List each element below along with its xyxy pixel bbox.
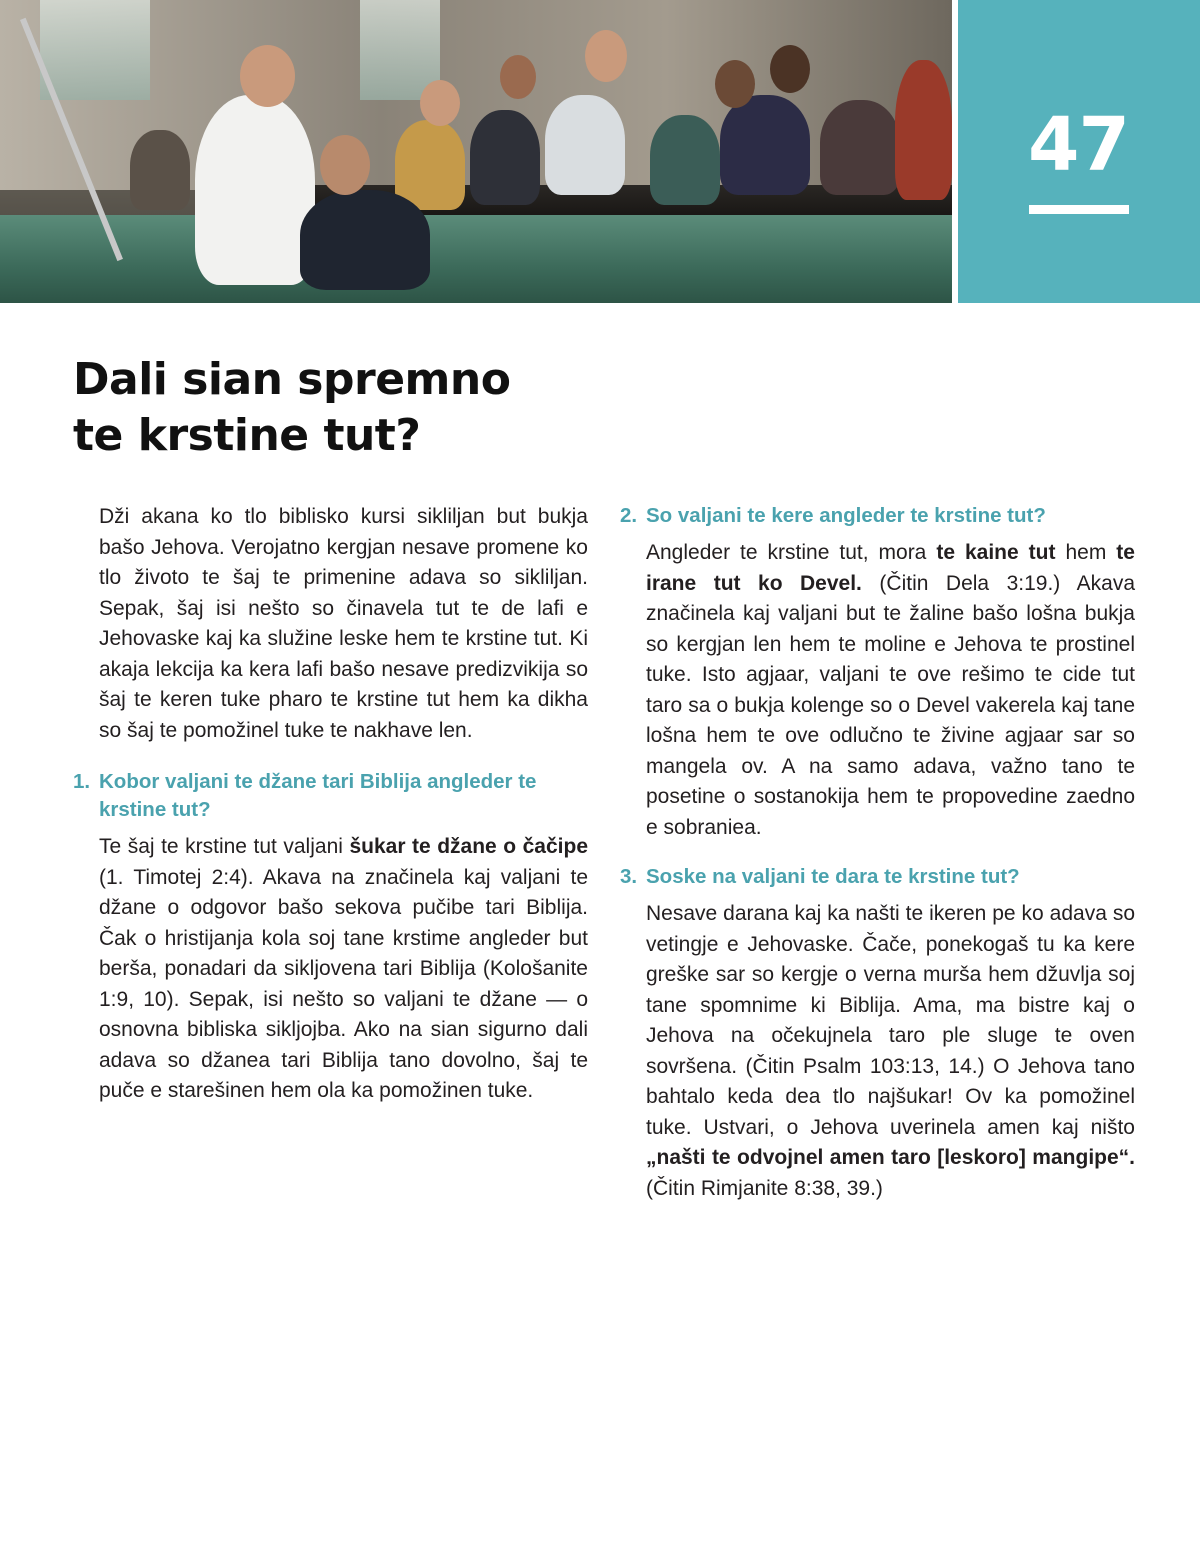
question-number: 3. (620, 865, 638, 888)
baptism-photo (0, 0, 952, 303)
photo-person (895, 60, 952, 200)
photo-person (470, 110, 540, 205)
question-text: Soske na valjani te dara te krstine tut? (646, 865, 1020, 888)
page-title-line-1: Dali sian spremno (73, 354, 511, 405)
photo-baptizer (195, 95, 315, 285)
photo-person (130, 130, 190, 210)
question-heading (73, 768, 588, 824)
section-paragraph (646, 899, 1135, 1204)
photo-water (0, 215, 952, 303)
question-number: 2. (620, 504, 638, 527)
paragraph-text: hem (1055, 541, 1117, 564)
paragraph-text: (Čitin Dela 3:19.) Akava značinela kaj valjani but te žaline bašo lošna bukja so kergjan len hem te moline e Jehova te prostinel tuke. Isto agjaar, valjani te ove rešimo te cide tut taro sa o bukja kolenge so o Devel vakerela kaj tane lošna hem te ove odlučno te živine agjaar sar so mangela ov. A na samo adava, važno tano te posetine o sostanokija hem te propovedine zaedno e sobraniea. (646, 571, 1136, 839)
intro-paragraph: Dži akana ko tlo biblisko kursi sikliljan but bukja bašo Jehova. Verojatno kergjan nesave promene ko tlo životo te šaj te primenine adava so sikliljan. Sepak, šaj isi nešto so činavela tut te de lafi e Jehovaske kaj ka služine leske hem te krstine tut. Ki akaja lekcija ka kera lafi bašo nesave predizvikija so šaj te keren tuke pharo te krstine tut hem ka dikha so šaj te pomožinel tuke te nakhave len. (99, 505, 588, 742)
photo-face (500, 55, 536, 99)
question-text: So valjani te kere angleder te krstine tut? (646, 504, 1046, 527)
question-heading (620, 863, 1135, 891)
paragraph-text: Te šaj te krstine tut valjani (99, 835, 350, 858)
question-heading (620, 502, 1135, 530)
left-column (73, 502, 588, 1107)
lesson-number-tab (958, 0, 1200, 303)
paragraph-text: (Čitin Rimjanite 8:38, 39.) (646, 1176, 883, 1200)
paragraph-text: Angleder te krstine tut, mora (646, 541, 937, 564)
photo-window (40, 0, 150, 100)
photo-face (715, 60, 755, 108)
photo-person (395, 120, 465, 210)
photo-face (585, 30, 627, 82)
photo-face (770, 45, 810, 93)
emphasis-text: „našti te odvojnel amen taro [leskoro] mangipe“. (646, 1146, 1135, 1169)
photo-face (320, 135, 370, 195)
paragraph-text: Nesave darana kaj ka našti te ikeren pe ko adava so vetingje e Jehovaske. Čače, ponekogaš tu ka kere greške sar so kergje o verna murša hem džuvlja soj tane spomnime ki Biblija. Ama, ma bistre kaj o Jehova na očekujnela taro ple sluge te oven sovršena. (Čitin Psalm 103:13, 14.) O Jehova tano bahtalo keda dea tlo najšukar! Ov ka pomožinel tuke. Ustvari, o Jehova uverinela amen kaj ništo (646, 902, 1135, 1139)
emphasis-text: te kaine tut (936, 541, 1056, 564)
photo-face (420, 80, 460, 126)
question-number: 1. (73, 770, 91, 793)
question-text: Kobor valjani te džane tari Biblija angleder te krstine tut? (99, 770, 537, 821)
photo-person (820, 100, 900, 195)
section-paragraph (646, 538, 1135, 843)
lesson-number: 47 (1028, 102, 1129, 188)
photo-person (650, 115, 720, 205)
photo-person (545, 95, 625, 195)
emphasis-text: šukar te džane o čačipe (349, 835, 588, 858)
emphasis-text: te irane tut ko Devel. (646, 541, 1135, 595)
right-column (620, 502, 1135, 1204)
photo-face (240, 45, 295, 107)
page-title (73, 352, 510, 464)
section-paragraph (99, 832, 588, 1107)
photo-candidate (300, 190, 430, 290)
photo-person (720, 95, 810, 195)
paragraph-text: (1. Timotej 2:4). Akava na značinela kaj valjani te džane o odgovor bašo sekova pučibe tari Biblija. Čak o hristijanja kola soj tane krstime angleder but berša, ponadari da sikljovena tari Biblija (Kološanite 1:9, 10). Sepak, isi nešto so valjani te džane — o osnovna bibliska sikljojba. Ako na sian sigurno dali adava so džanea tari Biblija tano dovolno, šaj te puče e starešinen hem ola ka pomožinen tuke. (99, 865, 588, 1102)
page-title-line-2: te krstine tut? (73, 410, 421, 461)
lesson-number-underline (1029, 205, 1129, 214)
